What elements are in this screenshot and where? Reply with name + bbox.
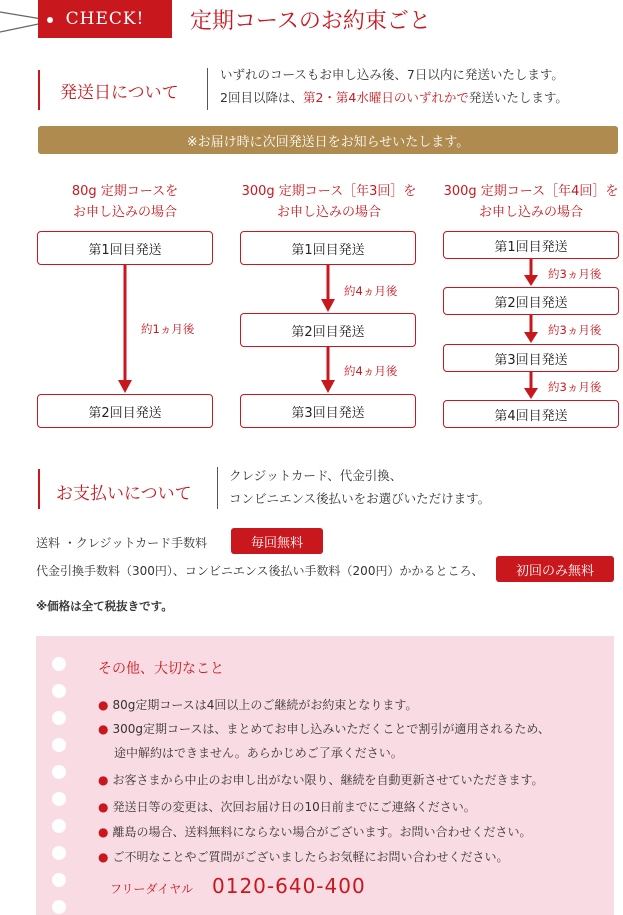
free-dial-label: フリーダイヤル bbox=[110, 882, 194, 896]
down-arrow-icon bbox=[321, 347, 335, 394]
first-time-free-badge bbox=[496, 556, 614, 582]
binder-hole-icon bbox=[52, 819, 66, 833]
interval-label: 約3ヵ月後 bbox=[548, 267, 602, 281]
note-item bbox=[98, 693, 417, 717]
course-heading-line: お申し込みの場合 bbox=[276, 205, 381, 220]
note-item-text: ご不明なことやご質問がございましたらお気軽にお問い合わせください。 bbox=[112, 850, 509, 864]
shipping-line-2-c: 発送いたします。 bbox=[468, 90, 568, 105]
binder-hole-icon bbox=[52, 792, 66, 806]
note-item bbox=[98, 717, 550, 741]
phone-number[interactable]: 0120-640-400 bbox=[212, 874, 366, 898]
tag-hole-icon bbox=[47, 17, 53, 23]
fee-row-1-text: 送料 ・クレジットカード手数料 bbox=[36, 536, 208, 550]
interval-label: 約3ヵ月後 bbox=[548, 380, 602, 394]
shipment-box: 第2回目発送 bbox=[240, 313, 416, 347]
fee-row-2-text: 代金引換手数料（300円）、コンビニエンス後払い手数料（200円）かかるところ、 bbox=[36, 564, 484, 578]
course-300g-4-heading bbox=[436, 181, 623, 223]
notes-title: その他、大切なこと bbox=[98, 661, 224, 677]
bullet-icon: ● bbox=[98, 850, 109, 864]
shipping-line-1: いずれのコースもお申し込み後、7日以内に発送いたします。 bbox=[220, 67, 564, 82]
note-item-text: お客さまから中止のお申し出がない限り、継続を自動更新させていただきます。 bbox=[112, 773, 544, 787]
note-item-text: 80g定期コースは4回以上のご継続がお約束となります。 bbox=[112, 698, 418, 712]
binder-hole-icon bbox=[52, 846, 66, 860]
next-shipping-banner bbox=[38, 126, 618, 154]
course-heading-line: お申し込みの場合 bbox=[478, 205, 583, 220]
note-item-text: 離島の場合、送料無料にならない場合がございます。お問い合わせください。 bbox=[112, 825, 532, 839]
payment-line-2: コンビニエンス後払いをお選びいただけます。 bbox=[229, 491, 491, 506]
note-item bbox=[98, 845, 509, 869]
note-item bbox=[98, 795, 476, 819]
binder-hole-icon bbox=[52, 873, 66, 887]
shipment-box: 第2回目発送 bbox=[37, 394, 213, 428]
section-divider bbox=[38, 70, 40, 110]
shipment-box: 第1回目発送 bbox=[37, 231, 213, 265]
note-item-continued: 途中解約はできません。あらかじめご了承ください。 bbox=[114, 746, 403, 760]
binder-hole-icon bbox=[52, 684, 66, 698]
binder-hole-icon bbox=[52, 765, 66, 779]
shipping-line-2-highlight: 第2・第4水曜日のいずれかで bbox=[302, 90, 469, 105]
interval-label: 約4ヵ月後 bbox=[344, 284, 398, 298]
down-arrow-icon bbox=[524, 372, 538, 400]
down-arrow-icon bbox=[321, 265, 335, 313]
check-tag bbox=[38, 0, 172, 38]
interval-label: 約4ヵ月後 bbox=[344, 364, 398, 378]
binder-hole-icon bbox=[52, 657, 66, 671]
badge-label: 毎回無料 bbox=[250, 535, 303, 551]
banner-text: ※お届け時に次回発送日をお知らせいたします。 bbox=[186, 134, 470, 150]
payment-heading: お支払いについて bbox=[56, 484, 192, 504]
free-every-time-badge bbox=[231, 528, 323, 554]
shipment-box: 第2回目発送 bbox=[443, 287, 619, 315]
note-item bbox=[98, 820, 532, 844]
interval-label: 約3ヵ月後 bbox=[548, 323, 602, 337]
shipment-box: 第3回目発送 bbox=[443, 344, 619, 372]
shipment-box: 第1回目発送 bbox=[443, 231, 619, 259]
interval-label: 約1ヵ月後 bbox=[141, 322, 195, 336]
bullet-icon: ● bbox=[98, 800, 109, 814]
down-arrow-icon bbox=[118, 265, 132, 394]
course-heading-line: 80g 定期コースを bbox=[71, 184, 179, 199]
section-divider bbox=[217, 467, 218, 509]
badge-label: 初回のみ無料 bbox=[515, 563, 594, 579]
section-divider bbox=[38, 469, 40, 509]
binder-hole-icon bbox=[52, 711, 66, 725]
shipping-line-2-a: 2回目以降は、 bbox=[220, 90, 303, 105]
check-tag-label: CHECK! bbox=[65, 9, 145, 29]
down-arrow-icon bbox=[524, 315, 538, 344]
course-heading-line: 300g 定期コース［年3回］を bbox=[241, 184, 417, 199]
bullet-icon: ● bbox=[98, 773, 109, 787]
tax-note: ※価格は全て税抜きです。 bbox=[36, 599, 173, 613]
note-item bbox=[98, 768, 544, 792]
course-heading-line: 300g 定期コース［年4回］を bbox=[443, 184, 619, 199]
binder-hole-icon bbox=[52, 738, 66, 752]
course-300g-3-heading bbox=[234, 181, 424, 223]
bullet-icon: ● bbox=[98, 825, 109, 839]
down-arrow-icon bbox=[524, 259, 538, 287]
shipping-heading: 発送日について bbox=[60, 83, 179, 103]
binder-hole-icon bbox=[52, 900, 66, 914]
shipment-box: 第1回目発送 bbox=[240, 231, 416, 265]
note-item-text: 発送日等の変更は、次回お届け日の10日前までにご連絡ください。 bbox=[112, 800, 476, 814]
page-title: 定期コースのお約束ごと bbox=[190, 9, 431, 34]
bullet-icon: ● bbox=[98, 722, 109, 736]
course-heading-line: お申し込みの場合 bbox=[72, 205, 177, 220]
shipment-box: 第3回目発送 bbox=[240, 394, 416, 428]
shipping-line-2 bbox=[220, 87, 568, 109]
section-divider bbox=[207, 68, 208, 110]
course-80g-heading bbox=[30, 181, 220, 223]
shipment-box: 第4回目発送 bbox=[443, 400, 619, 428]
payment-line-1: クレジットカード、代金引換、 bbox=[229, 468, 403, 483]
note-item-text: 300g定期コースは、まとめてお申し込みいただくことで割引が適用されるため、 bbox=[112, 722, 550, 736]
bullet-icon: ● bbox=[98, 698, 109, 712]
